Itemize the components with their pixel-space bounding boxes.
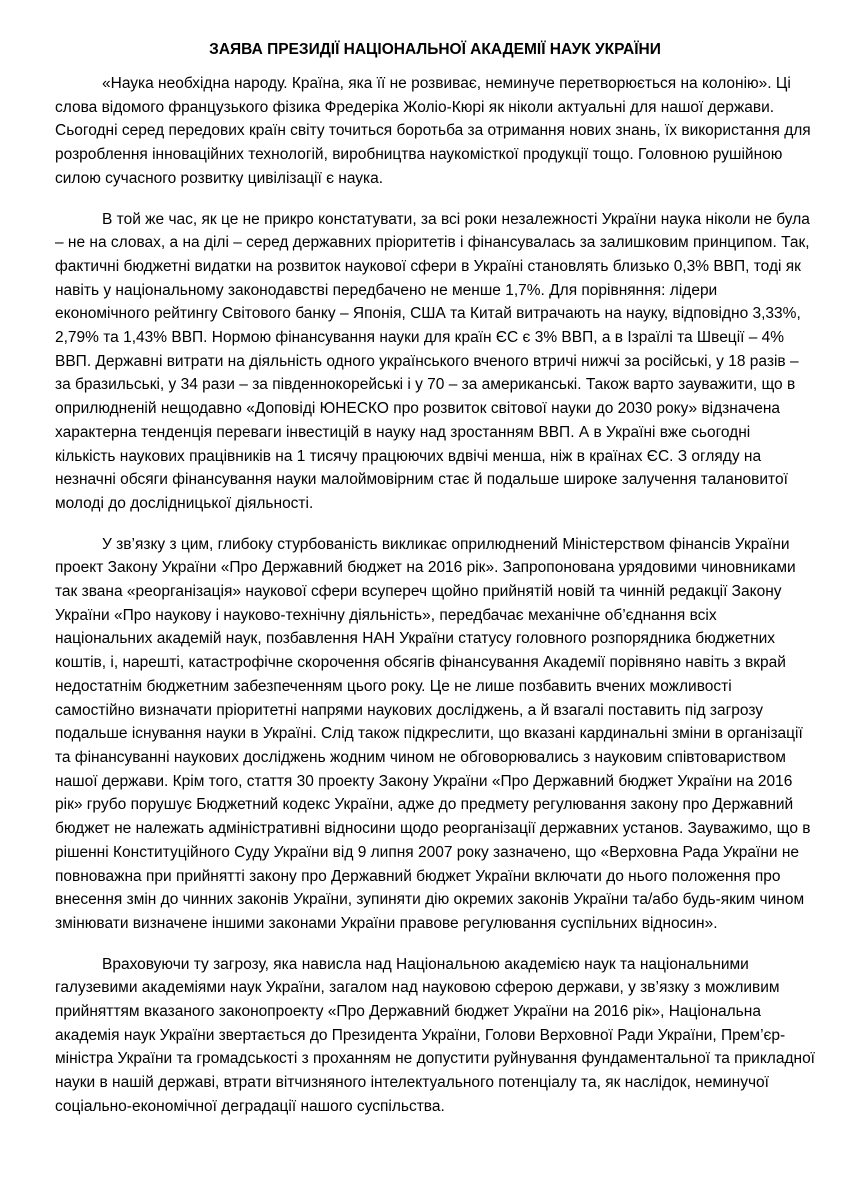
paragraph-intro: «Наука необхідна народу. Країна, яка її не розвиває, неминуче перетворюється на колонію». Ці слова відомого французького фізика Фредеріка Жоліо-Кюрі як ніколи актуальні для нашої держави. Сьогодні серед передових країн світу точиться боротьба за отримання нових знань, їх використання для розроблення інноваційних технологій, виробництва наукомісткої продукції тощо. Головною рушійною силою сучасного розвитку цивілізації є наука.: [55, 75, 811, 187]
paragraph-appeal: Враховуючи ту загрозу, яка нависла над Національною академією наук та національними галузевими академіями наук України, загалом над науковою сферою держави, у зв’язку з можливим прийняттям вказаного законопроекту «Про Державний бюджет України на 2016 рік», Національна академія наук України звертається до Президента України, Голови Верховної Ради України, Прем’єр-міністра України та громадськості з проханням не допустити руйнування фундаментальної та прикладної науки в нашій державі, втрати вітчизняного інтелектуального потенціалу та, як наслідок, неминучої соціально-економічної деградації нашого суспільства.: [55, 955, 815, 1115]
paragraph-budget-law: У зв’язку з цим, глибоку стурбованість викликає оприлюднений Міністерством фінансів України проект Закону України «Про Державний бюджет на 2016 рік». Запропонована урядовими чиновниками так звана «реорганізація» наукової сфери всупереч щойно прийнятій новій та чинній редакції Закону України «Про наукову і науково-технічну діяльність», передбачає механічне об’єднання всіх національних академій наук, позбавлення НАН України статусу головного розпорядника бюджетних коштів, і, нарешті, катастрофічне скорочення обсягів фінансування Академії порівняно навіть з вкрай недостатнім бюджетним забезпеченням цього року. Це не лише позбавить вчених можливості самостійно визначати пріоритетні напрями наукових досліджень, а й взагалі поставить під загрозу подальше існування науки в Україні. Слід також підкреслити, що вказані кардинальні зміни в організації та фінансуванні наукових досліджень жодним чином не обговорювались з науковим співтовариством нашої держави. Крім того, стаття 30 проекту Закону України «Про Державний бюджет України на 2016 рік» грубо порушує Бюджетний кодекс України, адже до предмету регулювання закону про Державний бюджет не належать адміністративні відносини щодо реорганізації державних установ. Зауважимо, що в рішенні Конституційного Суду України від 9 липня 2007 року зазначено, що «Верховна Рада України не повноважна при прийнятті закону про Державний бюджет України включати до нього положення про внесення змін до чинних законів України, зупиняти дію окремих законів України та/або будь-яким чином змінювати визначене іншими законами України правове регулювання суспільних відносин».: [55, 535, 811, 932]
document-title: ЗАЯВА ПРЕЗИДІЇ НАЦІОНАЛЬНОЇ АКАДЕМІЇ НАУК УКРАЇНИ: [209, 41, 661, 58]
paragraph-funding: В той же час, як це не прикро констатувати, за всі роки незалежності України наука ніколи не була – не на словах, а на ділі – серед державних пріоритетів і фінансувалась за залишковим принципом. Так, фактичні бюджетні видатки на розвиток наукової сфери в Україні становлять близько 0,3% ВВП, тоді як навіть у національному законодавстві передбачено не менше 1,7%. Для порівняння: лідери економічного рейтингу Світового банку – Японія, США та Китай витрачають на науку, відповідно 3,33%, 2,79% та 1,43% ВВП. Нормою фінансування науки для країн ЄС є 3% ВВП, а в Ізраїлі та Швеції – 4% ВВП. Державні витрати на діяльність одного українського вченого втричі нижчі за російські, у 18 разів – за бразильські, у 34 рази – за південнокорейські і у 70 – за американські. Також варто зауважити, що в оприлюдненій нещодавно «Доповіді ЮНЕСКО про розвиток світової науки до 2030 року» відзначена характерна тенденція переваги інвестицій в науку над зростанням ВВП. А в Україні вже сьогодні кількість наукових працівників на 1 тисячу працюючих вдвічі менша, ніж в країнах ЄС. З огляду на незначні обсяги фінансування науки малоймовірним стає й подальше широке залучення талановитої молоді до дослідницької діяльності.: [55, 210, 810, 512]
document-page: [55, 40, 815, 1136]
